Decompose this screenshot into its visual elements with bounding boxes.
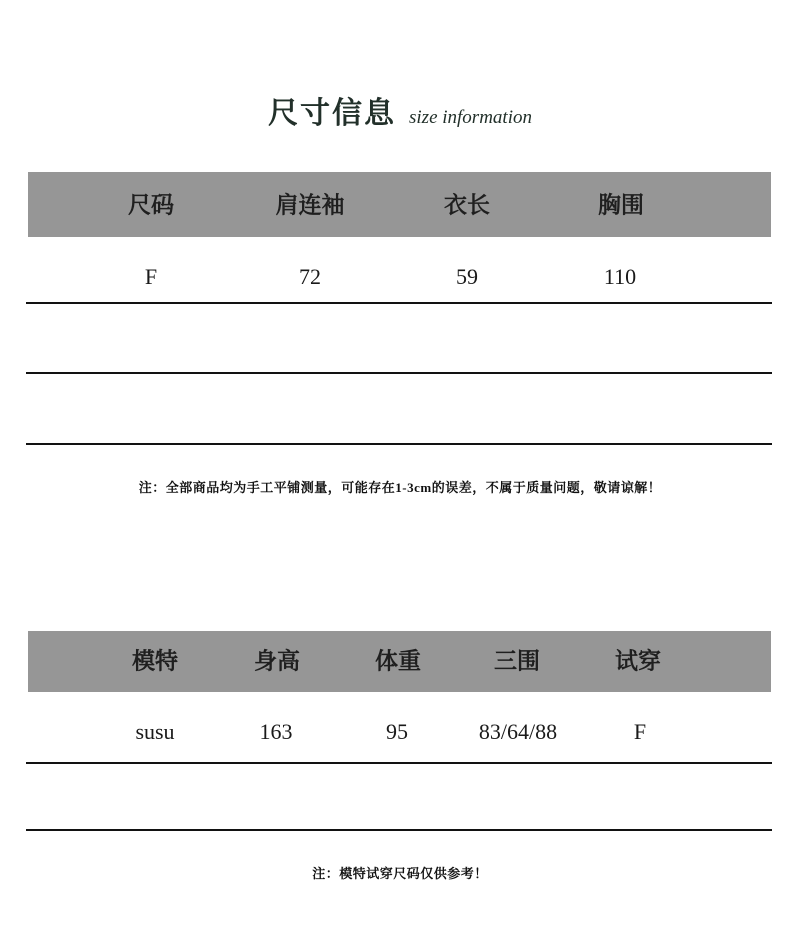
divider-line: [26, 443, 772, 445]
model-table-cell-weight: 95: [386, 719, 408, 744]
divider-line: [26, 302, 772, 304]
model-table-cell-try-on: F: [633, 719, 647, 744]
divider-line: [26, 762, 772, 764]
divider-line: [26, 829, 772, 831]
size-table-header-size: 尺码: [128, 192, 174, 218]
model-table-cell-height: 163: [259, 719, 293, 744]
divider-line: [26, 372, 772, 374]
model-table-header-try-on: 试穿: [615, 648, 661, 674]
size-table-header-bust: 胸围: [598, 192, 644, 218]
model-note: 注：模特试穿尺码仅供参考！: [312, 866, 488, 881]
model-table-header-measurements: 三围: [494, 648, 540, 674]
model-table-header-weight: 体重: [375, 648, 421, 674]
model-table-cell-model: susu: [135, 719, 175, 744]
page-title-cn: 尺寸信息: [268, 97, 396, 130]
model-table-header-height: 身高: [254, 648, 300, 674]
size-table-cell-size: F: [144, 264, 158, 289]
measurement-note: 注：全部商品均为手工平铺测量，可能存在1-3cm的误差，不属于质量问题，敬请谅解！: [138, 480, 662, 495]
size-table-header-shoulder-sleeve: 肩连袖: [275, 192, 345, 218]
model-table-header-model: 模特: [132, 648, 178, 674]
model-table-cell-measurements: 83/64/88: [478, 719, 558, 744]
page-title-en: size information: [409, 107, 532, 128]
size-table-header-garment-length: 衣长: [444, 192, 490, 218]
size-table-cell-bust: 110: [603, 264, 637, 289]
page-title: [0, 88, 800, 132]
size-table-cell-garment-length: 59: [456, 264, 478, 289]
size-table-cell-shoulder-sleeve: 72: [299, 264, 321, 289]
